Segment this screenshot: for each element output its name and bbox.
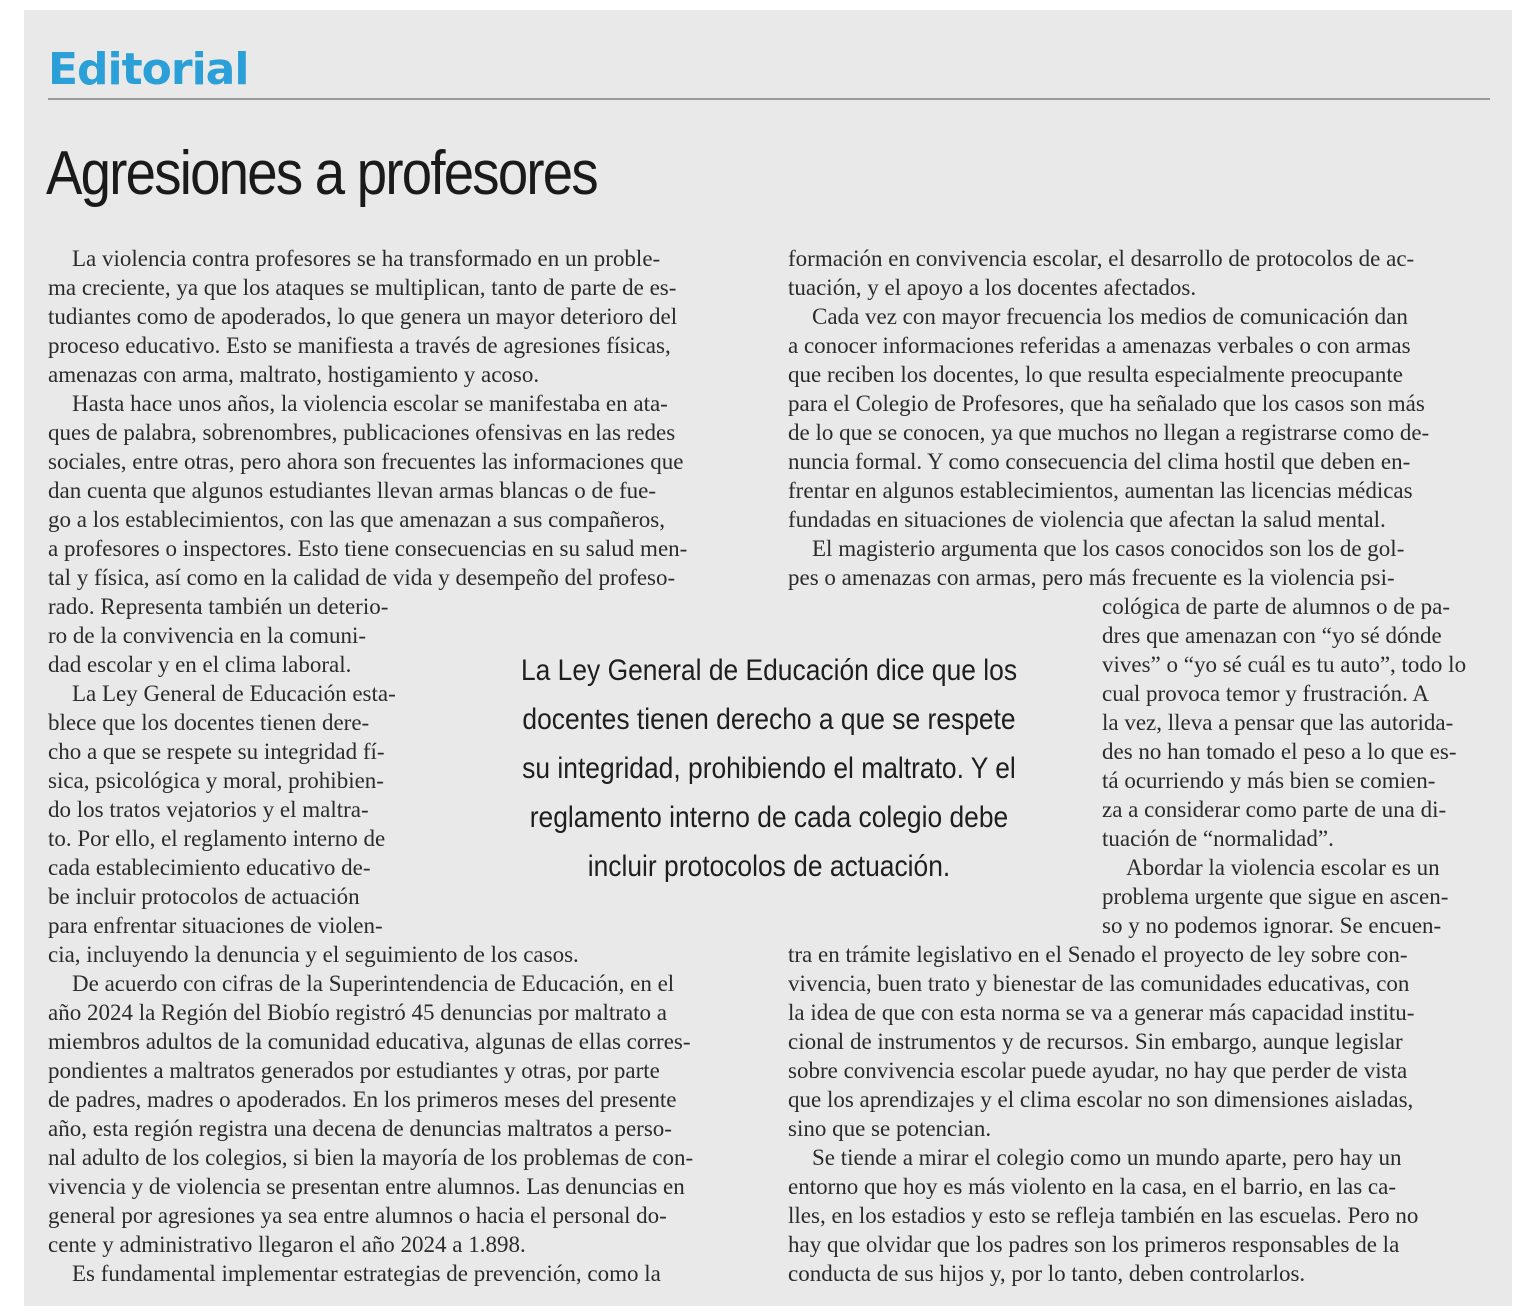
text-line: pes o amenazas con armas, pero más frecuente es la violencia psi- [788, 565, 1395, 590]
text-line: fundadas en situaciones de violencia que afectan la salud mental. [788, 507, 1386, 532]
editorial-page [24, 10, 1512, 1306]
text-line: ma creciente, ya que los ataques se multiplican, tanto de parte de es- [48, 275, 677, 300]
text-line: Hasta hace unos años, la violencia escolar se manifestaba en ata- [72, 391, 668, 416]
text-line: cual provoca temor y frustración. A [1102, 681, 1429, 706]
text-line: do los tratos vejatorios y el maltra- [48, 797, 369, 822]
text-line: cente y administrativo llegaron el año 2024 a 1.898. [48, 1232, 526, 1257]
section-label: Editorial [48, 44, 249, 95]
text-line: nuncia formal. Y como consecuencia del clima hostil que deben en- [788, 449, 1411, 474]
text-line: Es fundamental implementar estrategias de prevención, como la [72, 1261, 661, 1286]
text-line: proceso educativo. Esto se manifiesta a través de agresiones físicas, [48, 333, 671, 358]
headline: Agresiones a profesores [46, 139, 597, 208]
text-line: cada establecimiento educativo de- [48, 855, 371, 880]
text-line: La Ley General de Educación esta- [72, 681, 396, 706]
text-line: ro de la convivencia en la comuni- [48, 623, 367, 648]
text-line: la idea de que con esta norma se va a generar más capacidad institu- [788, 1000, 1415, 1025]
text-line: tudiantes como de apoderados, lo que genera un mayor deterioro del [48, 304, 678, 329]
text-line: general por agresiones ya sea entre alumnos o hacia el personal do- [48, 1203, 667, 1228]
text-line: cológica de parte de alumnos o de pa- [1102, 594, 1451, 619]
text-line: go a los establecimientos, con las que amenazan a sus compañeros, [48, 507, 665, 532]
text-line: tuación, y el apoyo a los docentes afectados. [788, 275, 1197, 300]
text-line: dan cuenta que algunos estudiantes llevan armas blancas o de fue- [48, 478, 656, 503]
text-line: dres que amenazan con “yo sé dónde [1102, 623, 1442, 648]
text-line: cional de instrumentos y de recursos. Sin embargo, aunque legislar [788, 1029, 1403, 1054]
text-line: blece que los docentes tienen dere- [48, 710, 370, 735]
text-line: entorno que hoy es más violento en la casa, en el barrio, en las ca- [788, 1174, 1396, 1199]
text-line: so y no podemos ignorar. Se encuen- [1102, 913, 1442, 938]
text-line: tra en trámite legislativo en el Senado el proyecto de ley sobre con- [788, 942, 1408, 967]
text-line: formación en convivencia escolar, el desarrollo de protocolos de ac- [788, 246, 1415, 271]
text-line: Abordar la violencia escolar es un [1126, 855, 1440, 880]
text-line: cia, incluyendo la denuncia y el seguimiento de los casos. [48, 942, 579, 967]
text-line: des no han tomado el peso a lo que es- [1102, 739, 1457, 764]
text-line: miembros adultos de la comunidad educativa, algunas de ellas corres- [48, 1029, 691, 1054]
text-line: vives” o “yo sé cuál es tu auto”, todo lo [1102, 652, 1467, 677]
text-line: pondientes a maltratos generados por estudiantes y otras, por parte [48, 1058, 660, 1083]
text-line: tal y física, así como en la calidad de vida y desempeño del profeso- [48, 565, 676, 590]
text-line: año 2024 la Región del Biobío registró 45 denuncias por maltrato a [48, 1000, 667, 1025]
text-line: para enfrentar situaciones de violen- [48, 913, 383, 938]
text-line: amenazas con arma, maltrato, hostigamiento y acoso. [48, 362, 540, 387]
text-line: sociales, entre otras, pero ahora son frecuentes las informaciones que [48, 449, 684, 474]
text-line: a conocer informaciones referidas a amenazas verbales o con armas [788, 333, 1411, 358]
text-line: La violencia contra profesores se ha transformado en un proble- [72, 246, 661, 271]
text-line: a profesores o inspectores. Esto tiene consecuencias en su salud men- [48, 536, 688, 561]
text-line: Cada vez con mayor frecuencia los medios de comunicación dan [812, 304, 1408, 329]
text-line: za a considerar como parte de una di- [1102, 797, 1447, 822]
text-line: sica, psicológica y moral, prohibien- [48, 768, 384, 793]
text-line: ques de palabra, sobrenombres, publicaciones ofensivas en las redes [48, 420, 676, 445]
text-line: de lo que se conocen, ya que muchos no llegan a registrarse como de- [788, 420, 1430, 445]
text-line: sobre convivencia escolar puede ayudar, no hay que perder de vista [788, 1058, 1408, 1083]
text-line: Se tiende a mirar el colegio como un mundo aparte, pero hay un [812, 1145, 1402, 1170]
text-line: para el Colegio de Profesores, que ha señalado que los casos son más [788, 391, 1425, 416]
pull-quote: La Ley General de Educación dice que los docentes tienen derecho a que se respete su integridad, prohibiendo el maltrato. Y el reglamento interno de cada colegio debe incluir protocolos de actuación. [520, 654, 1018, 883]
text-line: de padres, madres o apoderados. En los primeros meses del presente [48, 1087, 677, 1112]
text-line: El magisterio argumenta que los casos conocidos son los de gol- [812, 536, 1405, 561]
section-divider [48, 98, 1490, 100]
text-line: vivencia, buen trato y bienestar de las comunidades educativas, con [788, 971, 1410, 996]
text-line: la vez, lleva a pensar que las autorida- [1102, 710, 1454, 735]
text-line: vivencia y de violencia se presentan entre alumnos. Las denuncias en [48, 1174, 685, 1199]
text-line: dad escolar y en el clima laboral. [48, 652, 352, 677]
text-line: tá ocurriendo y más bien se comien- [1102, 768, 1436, 793]
text-line: conducta de sus hijos y, por lo tanto, deben controlarlos. [788, 1261, 1306, 1286]
text-line: lles, en los estadios y esto se refleja también en las escuelas. Pero no [788, 1203, 1419, 1228]
text-line: año, esta región registra una decena de denuncias maltratos a perso- [48, 1116, 672, 1141]
text-line: tuación de “normalidad”. [1102, 826, 1334, 851]
text-line: sino que se potencian. [788, 1116, 992, 1141]
text-line: frentar en algunos establecimientos, aumentan las licencias médicas [788, 478, 1413, 503]
text-line: to. Por ello, el reglamento interno de [48, 826, 386, 851]
text-line: cho a que se respete su integridad fí- [48, 739, 385, 764]
text-line: que reciben los docentes, lo que resulta especialmente preocupante [788, 362, 1403, 387]
text-line: que los aprendizajes y el clima escolar no son dimensiones aisladas, [788, 1087, 1414, 1112]
text-line: problema urgente que sigue en ascen- [1102, 884, 1449, 909]
text-line: be incluir protocolos de actuación [48, 884, 360, 909]
text-line: De acuerdo con cifras de la Superintendencia de Educación, en el [72, 971, 675, 996]
text-line: rado. Representa también un deterio- [48, 594, 389, 619]
text-line: nal adulto de los colegios, si bien la mayoría de los problemas de con- [48, 1145, 694, 1170]
text-line: hay que olvidar que los padres son los primeros responsables de la [788, 1232, 1400, 1257]
